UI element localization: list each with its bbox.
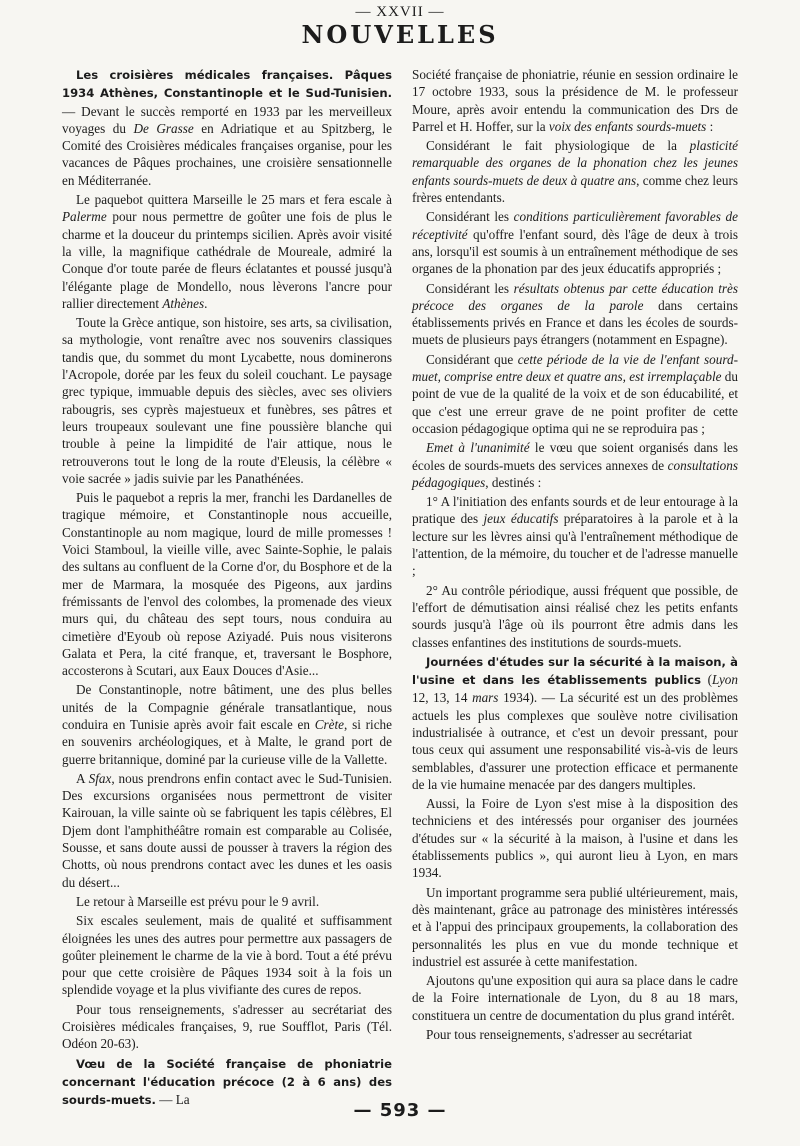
body-text: Société française de phoniatrie, réunie en session ordinaire le 17 octobre 1933, sous la présidence de M. le professeur Moure, après avoir entendu la communication des Drs de Parrel et H. Hoffer, sur la	[412, 67, 738, 134]
body-text: , nous prendrons enfin contact avec le Sud-Tunisien. Des excursions organisées nous permettront de visiter Kairouan, la ville sainte où se fabriquent les tapis célèbres, El Djem dont l'amphithéâtre romain est comparable au Colisée, Sousse, et sans doute aussi de pousser à travers la région des Chotts, où nous prendrons contact avec les dunes et les oasis du désert...	[62, 770, 393, 890]
body-text: 1° A l'initiation des enfants sourds et de leur entourage à la pratique des	[412, 494, 738, 527]
body-text: A	[76, 770, 89, 786]
right-paragraph	[412, 493, 738, 579]
body-text: 1934). — La sécurité est un des problèmes actuels les plus complexes que soulève notre civilisation industrialisée à outrance, et c'est un devoir pressant, pour tous ceux qui assument une responsabilité vis-à-vis de leurs semblables, d'assurer une protection efficace et permanente de la vie humaine menacée par des dangers multiples.	[412, 690, 739, 792]
body-text: Considérant que	[426, 351, 518, 367]
right-paragraph	[412, 351, 738, 437]
body-text: :	[706, 118, 714, 134]
body-text: Considérant les	[426, 209, 514, 225]
italic-text: Sfax	[88, 770, 112, 786]
news-heading: Journées d'études sur la sécurité à la maison, à l'usine et dans les établissements publics	[412, 654, 738, 688]
body-text: (	[701, 672, 712, 688]
italic-text: Crète	[314, 716, 345, 732]
body-text: Puis le paquebot a repris la mer, franchi les Dardanelles de tragique mémoire, et Constantinople nous accueille, Constantinople au nom magique, lourd de mille promesses ! Voici Stamboul, la vieille ville, avec Sainte-Sophie, le palais des sultans au confluent de la Corne d'or, du Bosphore et de la mer de Marmara, la mosquée des Pigeons, aux jardins frémissants de l'envol des colombes, la promenade des vieux murs qui, du château des sept tours, nous conduira au cimetière d'Eyoub où repose Aziyadé. Puis nous visiterons Galata et Pera, la cité franque, et, traversant le Bosphore, accosterons à Scutari, aux Eaux Douces d'Asie...	[62, 490, 392, 679]
section-title: NOUVELLES	[301, 20, 499, 49]
left-paragraph	[62, 681, 392, 767]
body-text: Pour tous renseignements, s'adresser au secrétariat des Croisières médicales françaises, 9, rue Soufflot, Paris (Tél. Odéon 20-63).	[62, 1001, 392, 1052]
left-paragraph	[62, 66, 392, 189]
right-paragraph	[412, 582, 738, 651]
right-paragraph	[412, 208, 738, 277]
body-text: dans certains établissements privés en France et dans les écoles de sourds-muets de plusieurs pays étrangers (notamment en Espagne).	[412, 297, 738, 348]
left-paragraph	[62, 314, 392, 487]
body-text: Le paquebot quittera Marseille le 25 mars et fera escale à	[76, 192, 392, 208]
body-text: Ajoutons qu'une exposition qui aura sa place dans le cadre de la Foire internationale de Lyon, du 8 au 18 mars, constituera un centre de documentation du plus grand intérêt.	[412, 973, 738, 1023]
body-text: , comme chez leurs frères entendants.	[412, 172, 738, 206]
italic-text: Palerme	[62, 209, 107, 225]
body-text: — La	[155, 1092, 190, 1108]
left-paragraph	[62, 489, 392, 679]
body-text: qu'offre l'enfant sourd, dès l'âge de deux à trois ans, lorsqu'il est soumis à un entraînement méthodique de ses organes de la phonation par des jeux éducatifs appropriés ;	[412, 226, 738, 277]
body-text: en Adriatique et au Spitzberg, le Comité des Croisières médicales françaises organise, pour les vacances de Pâques prochaines, une croisière sensationnelle en Méditerranée.	[62, 120, 392, 188]
italic-text: jeux éducatifs	[483, 511, 559, 527]
italic-text: mars	[472, 690, 499, 706]
news-heading: Vœu de la Société française de phoniatrie concernant l'éducation précoce (2 à 6 ans) des sourds-muets.	[62, 1056, 392, 1108]
body-text: Un important programme sera publié ultérieurement, mais, dès maintenant, grâce au patronage des ministères intéressés et à l'appui des principaux groupements, la collaboration des personnalités les plus en vue du monde technique et industriel est assurée à cette manifestation.	[412, 884, 738, 969]
body-text: Pour tous renseignements, s'adresser au secrétariat	[426, 1027, 693, 1043]
body-text: , destinés :	[485, 474, 542, 490]
body-text: .	[204, 295, 208, 311]
left-paragraph	[62, 770, 392, 891]
page-number: — 593 —	[353, 1100, 447, 1121]
body-text: 2° Au contrôle périodique, aussi fréquent que possible, de l'effort de démutisation ainsi réalisé chez les petits enfants sourds jusqu'à l'âge où ils pourront être admis dans les classes enfantines des institutions de sourds-muets.	[412, 582, 738, 650]
news-heading: Les croisières médicales françaises. Pâques 1934 Athènes, Constantinople et le Sud-Tunisien.	[62, 68, 392, 101]
left-paragraph	[62, 1001, 392, 1053]
body-text: préparatoires à la parole et à la lecture sur les lèvres ainsi qu'à l'entraînement méthodique de l'attention, de la mémoire, du toucher et de l'adresse manuelle ;	[412, 511, 738, 579]
right-paragraph	[412, 653, 738, 793]
body-text: 12, 13, 14	[412, 690, 473, 706]
body-text: Aussi, la Foire de Lyon s'est mise à la disposition des techniciens et des intéressés pour organiser des journées d'études sur « la sécurité à la maison, à l'usine et dans les établissements publics », qui auront lieu à Lyon, en mars 1934.	[412, 796, 738, 881]
right-column	[412, 66, 738, 1100]
right-paragraph	[412, 884, 738, 970]
italic-text: Lyon	[712, 672, 738, 688]
body-text: Toute la Grèce antique, son histoire, ses arts, sa civilisation, sa mythologie, vont renaître avec nos souvenirs classiques tandis que, du sommet du mont Lycabette, nous dominerons l'Acropole, dorée par les feux du soleil couchant. Le paysage grec typique, immuable depuis des siècles, avec ses oliviers rabougris, ses cyprès majestueux et funèbres, ses pâtres et leurs troupeaux soulevant une fine poussière blanche qui trouble à peine la limpidité de l'air attique, nous le retrouverons tout le long de la route d'Eleusis, la célèbre « voie sacrée » jadis suivie par les Panathénées.	[62, 315, 392, 486]
body-text: le vœu que soient organisés dans les écoles de sourds-muets des services annexes de	[412, 440, 738, 473]
body-text: pour nous permettre de goûter une fois de plus le charme et la douceur du printemps sicilien. Après avoir visité la ville, la magnifique cathédrale de Moureale, admiré la Conque d'or toute parée de fleurs éclatantes et poussé jusqu'à l'élégante plage de Mondello, nous lèverons l'ancre pour rallier directement	[62, 209, 392, 311]
body-text: Six escales seulement, mais de qualité et suffisamment éloignées les unes des autres pour permettre aux passagers de goûter pleinement le charme de la vie à bord. Tout a été prévu pour que cette croisière de Pâques 1934 soit à la fois un splendide voyage et la plus vivifiante des cures de repos.	[62, 913, 392, 998]
italic-text: Athènes	[162, 295, 205, 311]
body-text: Considérant les	[426, 280, 514, 296]
italic-text: De Grasse	[133, 120, 194, 136]
italic-text: Emet à l'unanimité	[426, 440, 530, 456]
right-paragraph	[412, 1026, 738, 1043]
italic-text: plasticité remarquable des organes de la phonation chez les jeunes enfants sourds-muets de deux à quatre ans	[412, 138, 738, 188]
italic-text: conditions particulièrement favorables de réceptivité	[412, 209, 738, 242]
page-roman-numeral: — XXVII —	[355, 4, 445, 20]
right-paragraph	[412, 280, 738, 349]
body-text: De Constantinople, notre bâtiment, une des plus belles unités de la Compagnie générale transatlantique, nous conduira en Tunisie après avoir fait escale en	[62, 682, 392, 732]
right-paragraph	[412, 66, 738, 135]
italic-text: consultations pédagogiques	[412, 457, 738, 490]
right-paragraph	[412, 972, 738, 1024]
left-column	[62, 66, 393, 1108]
left-paragraph	[62, 191, 392, 312]
italic-text: résultats obtenus par cette éducation très précoce des organes de la parole	[412, 280, 738, 313]
right-paragraph	[412, 795, 738, 881]
body-text: du point de vue de la qualité de la voix et de son éducabilité, et que c'est une erreur grave de ne point profiter de cette occasion pédagogique optima qui ne se reproduira pas ;	[412, 369, 738, 436]
right-paragraph	[412, 439, 738, 491]
body-text: — Devant le succès remporté en 1933 par les merveilleux voyages du	[62, 103, 392, 136]
italic-text: cette période de la vie de l'enfant sourd-muet, comprise entre deux et quatre ans, est irremplaçable	[412, 351, 738, 385]
body-text: Considérant le fait physiologique de la	[426, 138, 690, 154]
left-paragraph	[62, 893, 392, 910]
left-paragraph	[62, 912, 392, 998]
body-text: , si riche en souvenirs archéologiques, et à Malte, le grand port de guerre britannique, dominé par la curieuse ville de la Vallette.	[62, 716, 392, 767]
right-paragraph	[412, 137, 738, 206]
body-text: Le retour à Marseille est prévu pour le 9 avril.	[76, 893, 320, 909]
italic-text: voix des enfants sourds-muets	[548, 118, 707, 134]
